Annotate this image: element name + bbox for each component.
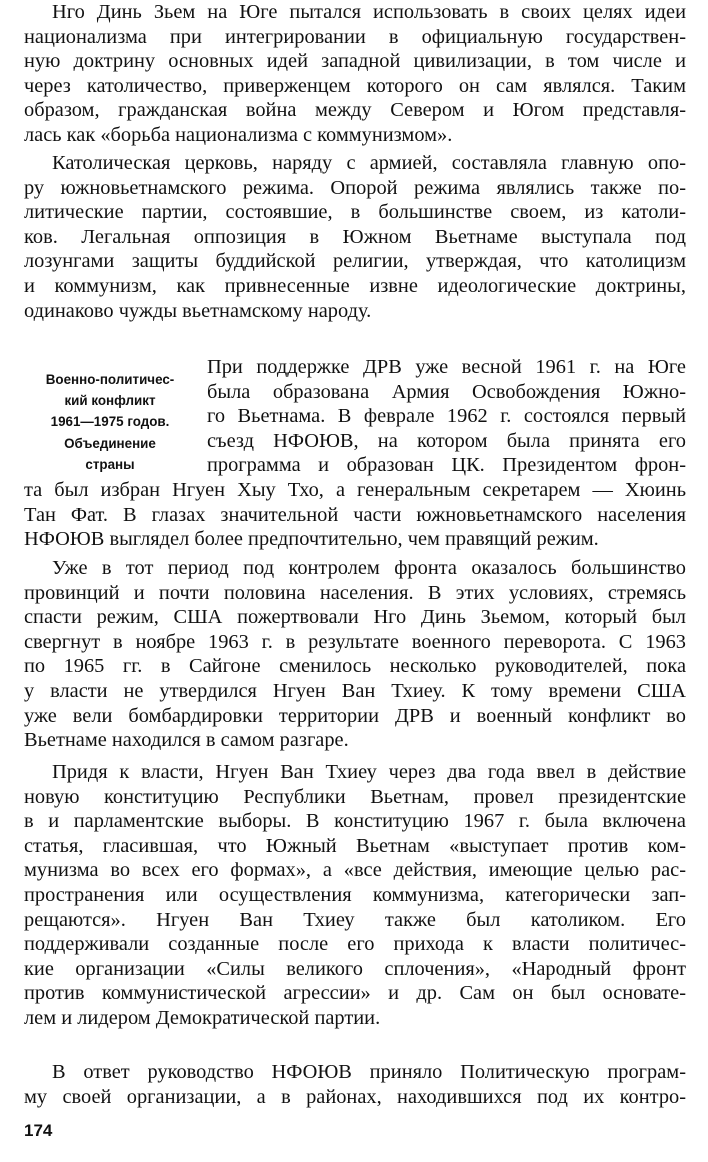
text-line: НФОЮВ выглядел более предпочтительно, чем правящий режим. xyxy=(24,528,599,551)
text-line: Тан Фат. В глазах значительной части южновьетнамского населения xyxy=(24,503,686,526)
text-line: В ответ руководство НФОЮВ приняло Политическую програм- xyxy=(52,1061,686,1083)
text-line: национализма при интегрировании в официальную государствен- xyxy=(24,25,686,48)
text-line: уже вели бомбардировки территории ДРВ и военный конфликт во xyxy=(24,704,686,727)
paragraph-2 xyxy=(24,151,686,323)
text-line: При поддержке ДРВ уже весной 1961 г. на Юге xyxy=(207,356,686,378)
text-line: одинаково чужды вьетнамскому народу. xyxy=(24,299,372,322)
margin-heading xyxy=(24,369,196,475)
text-line: программа и образован ЦК. Президентом фрон- xyxy=(207,454,686,477)
text-line: го Вьетнама. В феврале 1962 г. состоялся первый xyxy=(207,405,686,428)
text-line: лась как «борьба национализма с коммунизмом». xyxy=(24,123,453,146)
margin-heading-line: 1961—1975 годов. xyxy=(50,414,170,430)
text-line: и коммунизм, как привнесенные извне идеологические доктрины, xyxy=(24,274,686,297)
text-line: свергнут в ноябре 1963 г. в результате военного переворота. С 1963 xyxy=(24,630,686,653)
text-line: в и парламентские выборы. В конституцию 1967 г. была включена xyxy=(24,810,686,833)
text-line: Придя к власти, Нгуен Ван Тхиеу через два года ввел в действие xyxy=(52,761,686,783)
text-line: новую конституцию Республики Вьетнам, провел президентские xyxy=(24,785,686,808)
text-line: статья, гласившая, что Южный Вьетнам «выступает против ком- xyxy=(24,834,686,857)
text-line: у власти не утвердился Нгуен Ван Тхиеу. К тому времени США xyxy=(24,679,686,702)
text-line: через католичество, приверженцем которого он сам являлся. Таким xyxy=(24,74,686,97)
text-line: Католическая церковь, наряду с армией, составляла главную опо- xyxy=(52,152,686,174)
text-line: спасти режим, США пожертвовали Нго Динь Зьемом, который был xyxy=(24,606,686,629)
text-line: против коммунистической агрессии» и др. Сам он был основате- xyxy=(24,982,686,1005)
page-number: 174 xyxy=(24,1121,53,1140)
paragraph-6 xyxy=(24,1060,686,1109)
text-line: ру южновьетнамского режима. Опорой режима являлись также по- xyxy=(24,176,686,199)
text-line: та был избран Нгуен Хыу Тхо, а генеральным секретарем — Хюинь xyxy=(24,479,686,501)
text-line: литические партии, состоявшие, в большинстве своем, из католи- xyxy=(24,201,686,224)
text-line: ков. Легальная оппозиция в Южном Вьетнаме выступала под xyxy=(24,225,686,248)
text-line: провинций и почти половина населения. В этих условиях, стремясь xyxy=(24,581,686,604)
text-line: съезд НФОЮВ, на котором была принята его xyxy=(207,429,686,452)
paragraph-3-continued xyxy=(24,478,686,552)
text-line: лем и лидером Демократической партии. xyxy=(24,1006,381,1029)
text-line: кие организации «Силы великого сплочения», «Народный фронт xyxy=(24,957,686,980)
margin-heading-line: Объединение xyxy=(64,435,156,451)
text-line: была образована Армия Освобождения Южно- xyxy=(207,380,686,403)
text-line: Нго Динь Зьем на Юге пытался использовать в своих целях идеи xyxy=(52,1,686,23)
text-line: Вьетнаме находился в самом разгаре. xyxy=(24,729,349,752)
text-line: му своей организации, а в районах, находившихся под их контро- xyxy=(24,1085,686,1108)
paragraph-3-wrapped xyxy=(207,355,686,478)
paragraph-1 xyxy=(24,0,686,148)
text-line: пространения или осуществления коммунизма, категорически зап- xyxy=(24,883,686,906)
paragraph-5 xyxy=(24,760,686,1031)
text-line: Уже в тот период под контролем фронта оказалось большинство xyxy=(52,557,686,579)
text-line: поддерживали созданные после его прихода к власти политичес- xyxy=(24,933,686,956)
margin-heading-line: кий конфликт xyxy=(64,393,156,409)
text-line: лозунгами защиты буддийской религии, утверждая, что католицизм xyxy=(24,250,686,273)
margin-heading-line: страны xyxy=(85,456,135,472)
text-line: рещаются». Нгуен Ван Тхиеу также был католиком. Его xyxy=(24,908,686,931)
text-line: мунизма во всех его формах», а «все действия, имеющие целью рас- xyxy=(24,859,686,882)
text-line: по 1965 гг. в Сайгоне сменилось несколько руководителей, пока xyxy=(24,655,686,678)
text-line: образом, гражданская война между Севером и Югом представля- xyxy=(24,99,686,122)
text-line: ную доктрину основных идей западной цивилизации, в том числе и xyxy=(24,50,686,73)
margin-heading-line: Военно-политичес- xyxy=(45,372,175,387)
paragraph-4 xyxy=(24,556,686,753)
